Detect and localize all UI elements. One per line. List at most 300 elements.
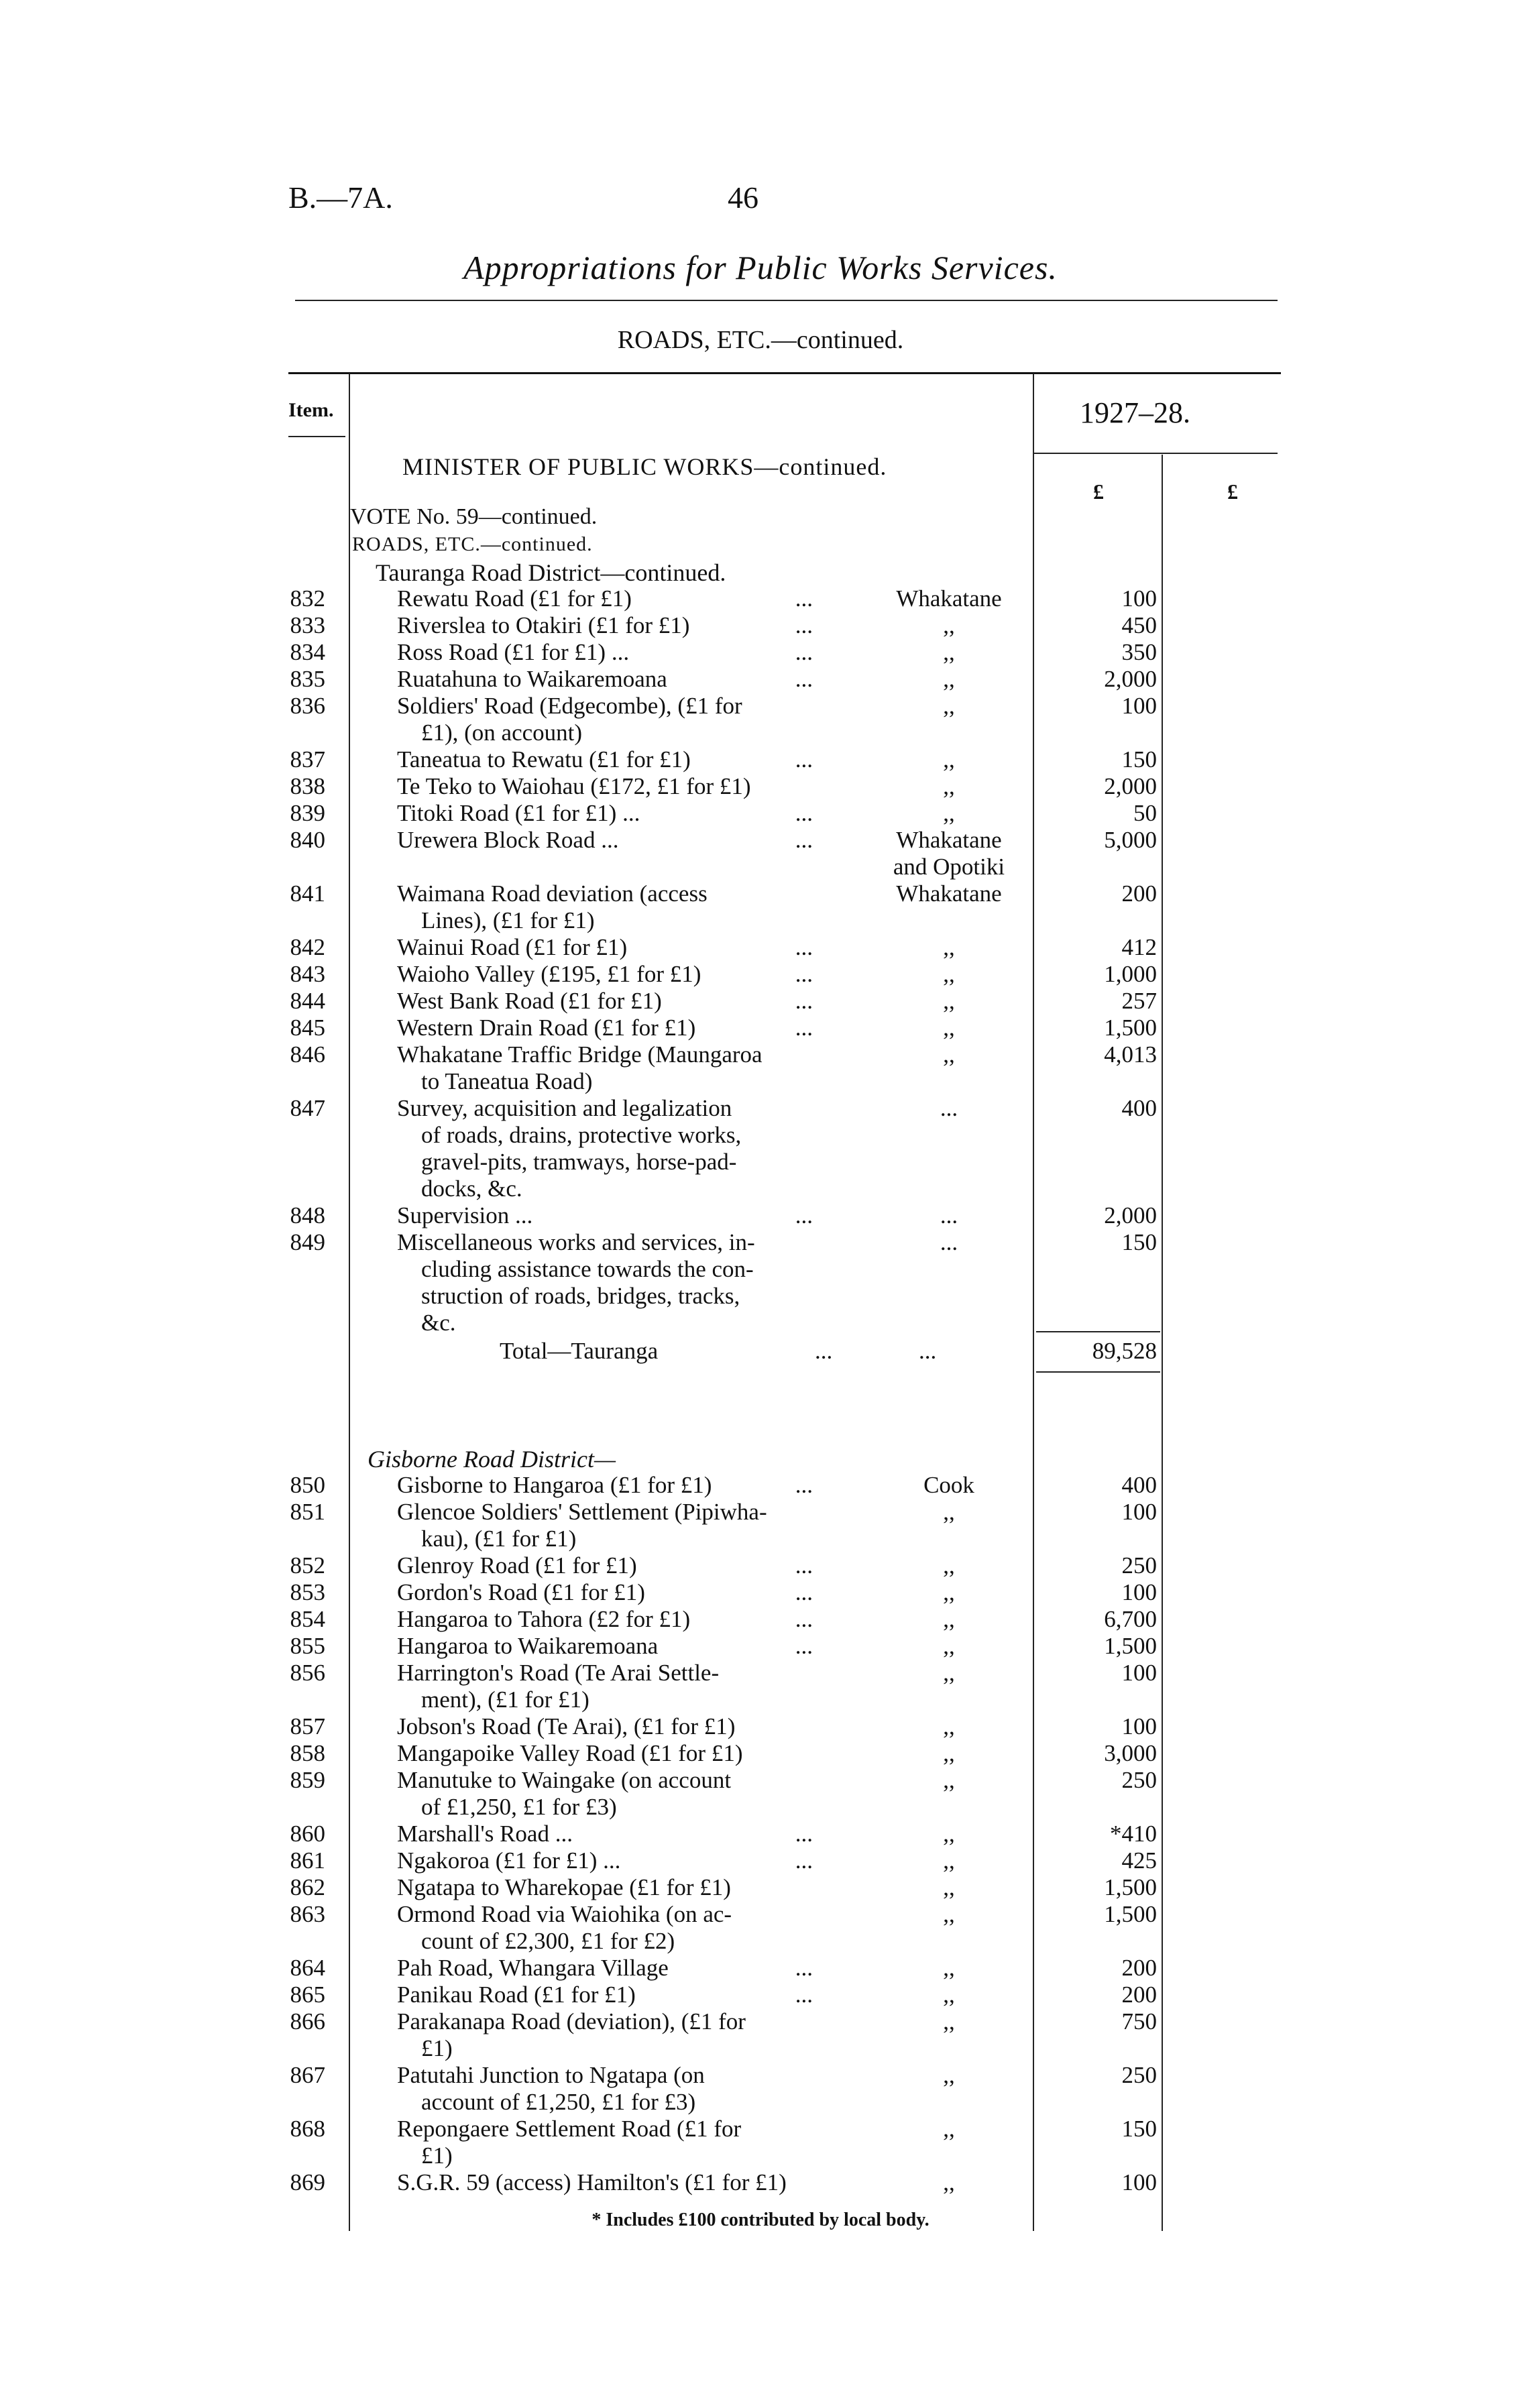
item-number: 841 — [290, 880, 325, 907]
description-line — [397, 827, 813, 854]
item-number: 839 — [290, 800, 325, 826]
description-line — [397, 1847, 813, 1874]
district-name: ,, — [943, 1767, 955, 1793]
document-code: B.—7A. — [288, 180, 393, 215]
item-number: 866 — [290, 2008, 325, 2034]
description-text: Gisborne to Hangaroa (£1 for £1) — [397, 1472, 712, 1498]
district-name: ,, — [943, 800, 955, 826]
item-number: 863 — [290, 1901, 325, 1927]
leader-dots: ... — [795, 800, 813, 826]
description-line: Parakanapa Road (deviation), (£1 for — [397, 2008, 746, 2034]
description-line: Soldiers' Road (Edgecombe), (£1 for — [397, 693, 742, 719]
electoral-district — [865, 934, 1033, 961]
item-number: 850 — [290, 1472, 325, 1498]
pound-header-1: £ — [1093, 479, 1104, 504]
item-description — [397, 612, 840, 639]
leader-dots: ... — [795, 639, 813, 665]
amount: 450 — [1121, 612, 1157, 638]
district-name: ,, — [943, 1821, 955, 1847]
electoral-district — [865, 961, 1033, 988]
item-number: 844 — [290, 988, 325, 1014]
district-name: ,, — [943, 639, 955, 665]
district-name: ,, — [943, 1606, 955, 1632]
item-description — [397, 1767, 840, 1821]
district-name: ,, — [943, 1660, 955, 1686]
description-line: struction of roads, bridges, tracks, — [421, 1283, 740, 1309]
district-name: ,, — [943, 2062, 955, 2088]
description-line — [397, 1202, 813, 1229]
description-line: Waimana Road deviation (access — [397, 880, 708, 907]
amount: 6,700 — [1104, 1606, 1157, 1632]
item-description — [397, 1713, 840, 1740]
description-line — [397, 1606, 813, 1633]
description-line: ment), (£1 for £1) — [421, 1686, 589, 1713]
description-line: Harrington's Road (Te Arai Settle- — [397, 1660, 720, 1686]
description-line: gravel-pits, tramways, horse-pad- — [421, 1149, 737, 1175]
district-name-continued: and Opotiki — [893, 854, 1005, 880]
description-line: Ngatapa to Wharekopae (£1 for £1) — [397, 1874, 731, 1900]
description-line: account of £1,250, £1 for £3) — [421, 2089, 696, 2115]
electoral-district — [865, 2116, 1033, 2142]
item-description — [397, 800, 840, 827]
leader-dots: ... — [795, 1015, 813, 1041]
item-description — [397, 1740, 840, 1767]
description-line — [397, 1015, 813, 1041]
electoral-district — [865, 1202, 1033, 1229]
district-name: ,, — [943, 1015, 955, 1041]
amount: 425 — [1121, 1847, 1157, 1874]
description-line — [397, 988, 813, 1015]
item-number: 849 — [290, 1229, 325, 1255]
item-number: 842 — [290, 934, 325, 960]
district-name: Whakatane — [896, 880, 1002, 907]
item-description — [397, 1095, 840, 1202]
total-leader-dots: ... — [815, 1338, 833, 1364]
district-name: ,, — [943, 1041, 955, 1068]
electoral-district — [865, 1847, 1033, 1874]
district-name: ,, — [943, 934, 955, 960]
item-number: 852 — [290, 1552, 325, 1579]
description-text: Pah Road, Whangara Village — [397, 1955, 669, 1981]
item-number: 867 — [290, 2062, 325, 2088]
electoral-district — [865, 1579, 1033, 1606]
amount: 200 — [1121, 880, 1157, 907]
district-name: Whakatane — [896, 585, 1002, 612]
item-column-rule — [349, 374, 350, 2231]
electoral-district — [865, 2062, 1033, 2089]
description-text: Panikau Road (£1 for £1) — [397, 1982, 636, 2008]
description-line — [397, 1982, 813, 2008]
electoral-district — [865, 1901, 1033, 1928]
description-line: Manutuke to Waingake (on account — [397, 1767, 732, 1793]
amount: 150 — [1121, 1229, 1157, 1255]
amount: 412 — [1121, 934, 1157, 960]
district-name: ... — [940, 1095, 958, 1121]
electoral-district — [865, 1713, 1033, 1740]
electoral-district — [865, 773, 1033, 800]
item-number: 847 — [290, 1095, 325, 1121]
description-line: count of £2,300, £1 for £2) — [421, 1928, 675, 1954]
amount: 100 — [1121, 693, 1157, 719]
item-description — [397, 639, 840, 666]
roads-heading: ROADS, ETC.—continued. — [352, 533, 593, 555]
item-description — [397, 746, 840, 773]
description-text: Rewatu Road (£1 for £1) — [397, 585, 632, 612]
item-description — [397, 1606, 840, 1633]
electoral-district — [865, 1633, 1033, 1660]
tauranga-district-heading: Tauranga Road District—continued. — [376, 559, 726, 586]
item-description — [397, 827, 840, 854]
electoral-district — [865, 2008, 1033, 2035]
description-line — [397, 746, 813, 773]
leader-dots: ... — [795, 1955, 813, 1981]
district-name: ,, — [943, 1740, 955, 1766]
district-name: ,, — [943, 666, 955, 692]
amount: 100 — [1121, 1499, 1157, 1525]
item-number: 857 — [290, 1713, 325, 1739]
district-name: ... — [940, 1229, 958, 1255]
electoral-district — [865, 2169, 1033, 2196]
amount: 4,013 — [1104, 1041, 1157, 1068]
description-text: Ruatahuna to Waikaremoana — [397, 666, 667, 692]
amount: 250 — [1121, 1767, 1157, 1793]
page-number: 46 — [728, 180, 758, 215]
amount: 50 — [1133, 800, 1157, 826]
leader-dots: ... — [795, 666, 813, 692]
description-line — [397, 1633, 813, 1660]
description-line: docks, &c. — [421, 1176, 522, 1202]
item-description — [397, 1499, 840, 1552]
item-description — [397, 1041, 840, 1095]
district-name: ,, — [943, 1633, 955, 1659]
item-description — [397, 1202, 840, 1229]
item-description — [397, 1982, 840, 2008]
district-name: ,, — [943, 2116, 955, 2142]
year-header-rule — [1033, 453, 1278, 454]
description-line — [397, 934, 813, 961]
description-line — [397, 612, 813, 639]
minister-heading: MINISTER OF PUBLIC WORKS—continued. — [402, 453, 887, 480]
amount: *410 — [1110, 1821, 1157, 1847]
page-title: Appropriations for Public Works Services. — [463, 249, 1058, 286]
description-line: of roads, drains, protective works, — [421, 1122, 742, 1148]
item-description — [397, 1874, 840, 1901]
description-line: Patutahi Junction to Ngatapa (on — [397, 2062, 705, 2088]
district-name: ,, — [943, 1847, 955, 1874]
electoral-district — [865, 1767, 1033, 1794]
leader-dots: ... — [795, 585, 813, 612]
description-line: Glencoe Soldiers' Settlement (Pipiwha- — [397, 1499, 767, 1525]
description-line: cluding assistance towards the con- — [421, 1256, 754, 1282]
description-line: Ormond Road via Waiohika (on ac- — [397, 1901, 732, 1927]
item-number: 868 — [290, 2116, 325, 2142]
item-number: 836 — [290, 693, 325, 719]
page-subtitle: ROADS, ETC.—continued. — [617, 326, 904, 354]
item-number: 848 — [290, 1202, 325, 1228]
item-number: 835 — [290, 666, 325, 692]
electoral-district — [865, 612, 1033, 639]
item-number: 837 — [290, 746, 325, 772]
item-number: 864 — [290, 1955, 325, 1981]
amount: 100 — [1121, 2169, 1157, 2195]
description-text: Taneatua to Rewatu (£1 for £1) — [397, 746, 691, 772]
item-description — [397, 1901, 840, 1955]
item-description — [397, 773, 840, 800]
amount: 3,000 — [1104, 1740, 1157, 1766]
electoral-district — [865, 693, 1033, 720]
amount: 1,500 — [1104, 1633, 1157, 1659]
description-text: Hangaroa to Tahora (£2 for £1) — [397, 1606, 691, 1632]
electoral-district — [865, 827, 1033, 880]
description-text: Supervision ... — [397, 1202, 533, 1228]
description-line — [397, 1579, 813, 1606]
description-text: Riverslea to Otakiri (£1 for £1) — [397, 612, 690, 638]
district-name: ,, — [943, 746, 955, 772]
district-name: ,, — [943, 1552, 955, 1579]
district-name: ,, — [943, 1874, 955, 1900]
item-number: 859 — [290, 1767, 325, 1793]
item-description — [397, 1821, 840, 1847]
item-number: 865 — [290, 1982, 325, 2008]
amount: 100 — [1121, 1713, 1157, 1739]
description-text: Waioho Valley (£195, £1 for £1) — [397, 961, 701, 987]
amount: 400 — [1121, 1472, 1157, 1498]
total-top-rule — [1036, 1331, 1160, 1332]
description-line: of £1,250, £1 for £3) — [421, 1794, 617, 1820]
description-text: Marshall's Road ... — [397, 1821, 573, 1847]
item-description — [397, 1229, 840, 1336]
electoral-district — [865, 1982, 1033, 2008]
table-top-rule — [288, 372, 1281, 374]
amount: 2,000 — [1104, 1202, 1157, 1228]
item-description — [397, 880, 840, 934]
amount: 100 — [1121, 1579, 1157, 1605]
description-text: Titoki Road (£1 for £1) ... — [397, 800, 640, 826]
electoral-district — [865, 988, 1033, 1015]
item-description — [397, 693, 840, 746]
title-rule — [295, 300, 1278, 301]
description-line: Jobson's Road (Te Arai), (£1 for £1) — [397, 1713, 736, 1739]
leader-dots: ... — [795, 961, 813, 987]
total-amount: 89,528 — [1092, 1338, 1157, 1364]
description-text: Wainui Road (£1 for £1) — [397, 934, 628, 960]
amount: 200 — [1121, 1982, 1157, 2008]
district-name: Whakatane — [896, 827, 1002, 853]
district-name: ... — [940, 1202, 958, 1228]
electoral-district — [865, 1660, 1033, 1686]
district-name: ,, — [943, 1901, 955, 1927]
description-text: Ngakoroa (£1 for £1) ... — [397, 1847, 621, 1874]
electoral-district — [865, 1041, 1033, 1068]
amount: 350 — [1121, 639, 1157, 665]
description-text: Ross Road (£1 for £1) ... — [397, 639, 630, 665]
item-number: 858 — [290, 1740, 325, 1766]
amount: 200 — [1121, 1955, 1157, 1981]
electoral-district — [865, 1955, 1033, 1982]
leader-dots: ... — [795, 746, 813, 772]
electoral-district — [865, 1472, 1033, 1499]
leader-dots: ... — [795, 1633, 813, 1659]
description-text: West Bank Road (£1 for £1) — [397, 988, 662, 1014]
description-line: Survey, acquisition and legalization — [397, 1095, 732, 1121]
description-line: £1) — [421, 2142, 453, 2169]
leader-dots: ... — [795, 1847, 813, 1874]
description-line: S.G.R. 59 (access) Hamilton's (£1 for £1) — [397, 2169, 787, 2195]
description-line — [397, 1552, 813, 1579]
description-text: Hangaroa to Waikaremoana — [397, 1633, 659, 1659]
district-name: Cook — [923, 1472, 974, 1498]
amount: 400 — [1121, 1095, 1157, 1121]
leader-dots: ... — [795, 1579, 813, 1605]
item-description — [397, 1472, 840, 1499]
electoral-district — [865, 1874, 1033, 1901]
amount: 1,500 — [1104, 1901, 1157, 1927]
leader-dots: ... — [795, 934, 813, 960]
electoral-district — [865, 1740, 1033, 1767]
description-text: Glenroy Road (£1 for £1) — [397, 1552, 637, 1579]
item-number: 853 — [290, 1579, 325, 1605]
electoral-district — [865, 1499, 1033, 1526]
description-line: £1) — [421, 2035, 453, 2061]
item-number: 846 — [290, 1041, 325, 1068]
item-number: 845 — [290, 1015, 325, 1041]
item-description — [397, 934, 840, 961]
item-description — [397, 961, 840, 988]
leader-dots: ... — [795, 1552, 813, 1579]
description-line: to Taneatua Road) — [421, 1068, 593, 1094]
district-name: ,, — [943, 2169, 955, 2195]
district-name: ,, — [943, 773, 955, 799]
item-number: 860 — [290, 1821, 325, 1847]
item-description — [397, 1579, 840, 1606]
footnote: * Includes £100 contributed by local body. — [592, 2210, 929, 2230]
item-number: 851 — [290, 1499, 325, 1525]
amount: 250 — [1121, 1552, 1157, 1579]
description-text: Gordon's Road (£1 for £1) — [397, 1579, 645, 1605]
amount: 750 — [1121, 2008, 1157, 2034]
leader-dots: ... — [795, 612, 813, 638]
description-line — [397, 585, 813, 612]
district-name: ,, — [943, 1499, 955, 1525]
description-line: Whakatane Traffic Bridge (Maungaroa — [397, 1041, 763, 1068]
description-line: Mangapoike Valley Road (£1 for £1) — [397, 1740, 743, 1766]
leader-dots: ... — [795, 1982, 813, 2008]
item-number: 854 — [290, 1606, 325, 1632]
item-description — [397, 2062, 840, 2116]
district-name: ,, — [943, 612, 955, 638]
amount: 2,000 — [1104, 773, 1157, 799]
vote-heading: VOTE No. 59—continued. — [350, 504, 598, 529]
total-district-dots: ... — [919, 1338, 937, 1364]
item-column-header: Item. — [288, 399, 334, 421]
electoral-district — [865, 1229, 1033, 1256]
amount: 100 — [1121, 1660, 1157, 1686]
amount: 257 — [1121, 988, 1157, 1014]
item-number: 832 — [290, 585, 325, 612]
item-description — [397, 1660, 840, 1713]
district-name: ,, — [943, 1579, 955, 1605]
amount: 100 — [1121, 585, 1157, 612]
district-name: ,, — [943, 1955, 955, 1981]
item-number: 856 — [290, 1660, 325, 1686]
description-line — [397, 639, 813, 666]
electoral-district — [865, 1015, 1033, 1041]
amount: 1,500 — [1104, 1015, 1157, 1041]
description-line — [397, 1955, 813, 1982]
item-number: 855 — [290, 1633, 325, 1659]
electoral-district — [865, 1821, 1033, 1847]
item-description — [397, 1847, 840, 1874]
amount: 5,000 — [1104, 827, 1157, 853]
item-number: 838 — [290, 773, 325, 799]
item-description — [397, 666, 840, 693]
item-number: 833 — [290, 612, 325, 638]
description-line — [397, 666, 813, 693]
item-number: 843 — [290, 961, 325, 987]
item-number: 861 — [290, 1847, 325, 1874]
district-name: ,, — [943, 1713, 955, 1739]
leader-dots: ... — [795, 827, 813, 853]
amount: 1,000 — [1104, 961, 1157, 987]
leader-dots: ... — [795, 1472, 813, 1498]
item-description — [397, 585, 840, 612]
item-description — [397, 2169, 840, 2196]
item-number: 840 — [290, 827, 325, 853]
description-text: Western Drain Road (£1 for £1) — [397, 1015, 696, 1041]
description-line: Miscellaneous works and services, in- — [397, 1229, 755, 1255]
leader-dots: ... — [795, 1606, 813, 1632]
total-bottom-rule — [1036, 1371, 1160, 1373]
amount: 1,500 — [1104, 1874, 1157, 1900]
item-description — [397, 1955, 840, 1982]
description-text: Urewera Block Road ... — [397, 827, 619, 853]
electoral-district — [865, 1606, 1033, 1633]
district-name: ,, — [943, 2008, 955, 2034]
district-name: ,, — [943, 961, 955, 987]
leader-dots: ... — [795, 1821, 813, 1847]
electoral-district — [865, 639, 1033, 666]
item-number: 862 — [290, 1874, 325, 1900]
item-description — [397, 2008, 840, 2062]
electoral-district — [865, 800, 1033, 827]
electoral-district — [865, 1095, 1033, 1122]
item-description — [397, 1633, 840, 1660]
description-line — [397, 1472, 813, 1499]
district-name: ,, — [943, 693, 955, 719]
description-line: Te Teko to Waiohau (£172, £1 for £1) — [397, 773, 751, 799]
district-name: ,, — [943, 1982, 955, 2008]
pound-header-2: £ — [1227, 479, 1238, 504]
description-line — [397, 800, 813, 827]
electoral-district — [865, 880, 1033, 907]
item-description — [397, 1015, 840, 1041]
electoral-district — [865, 585, 1033, 612]
amount: 150 — [1121, 746, 1157, 772]
description-line — [397, 1821, 813, 1847]
electoral-district — [865, 666, 1033, 693]
item-description — [397, 2116, 840, 2169]
district-name: ,, — [943, 988, 955, 1014]
item-number: 869 — [290, 2169, 325, 2195]
description-line: kau), (£1 for £1) — [421, 1526, 577, 1552]
amount: 150 — [1121, 2116, 1157, 2142]
year-column-header: 1927–28. — [1080, 396, 1190, 429]
leader-dots: ... — [795, 988, 813, 1014]
gisborne-district-heading: Gisborne Road District— — [368, 1446, 616, 1473]
subtotal-column-rule — [1162, 455, 1163, 2231]
item-description — [397, 1552, 840, 1579]
description-line — [397, 961, 813, 988]
